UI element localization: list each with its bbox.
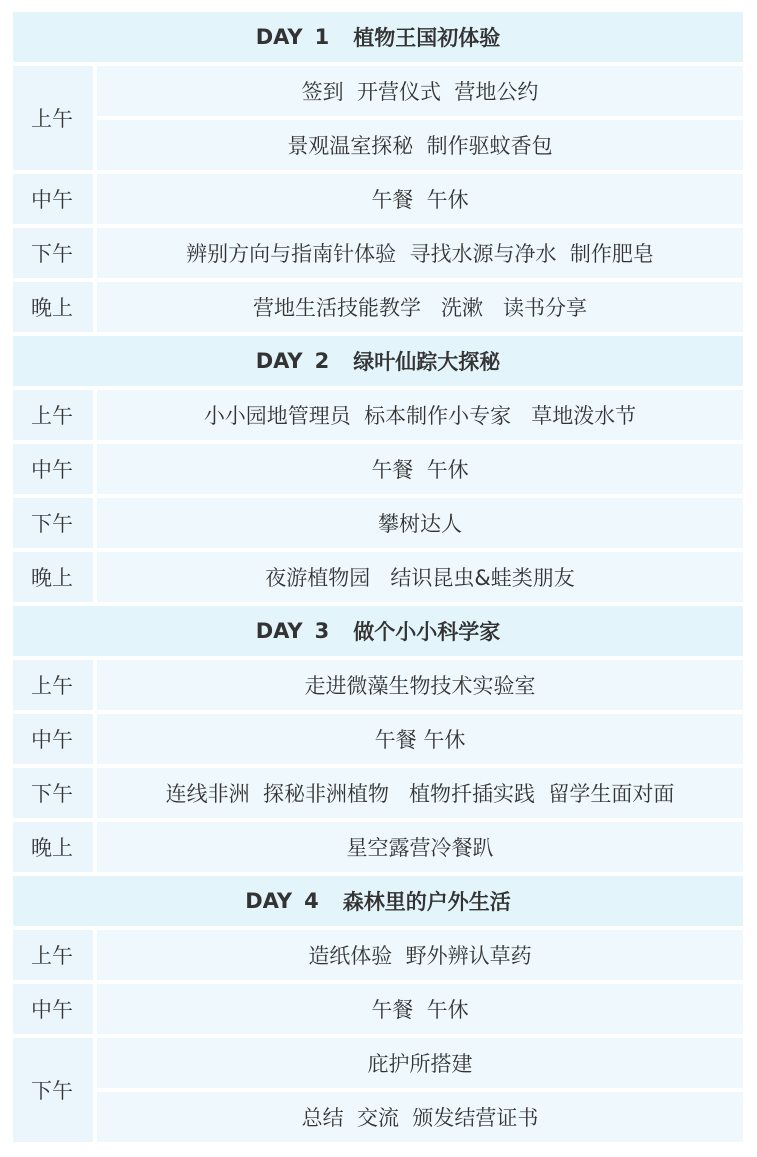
activities-column (97, 930, 743, 980)
day-number: 4 (304, 889, 319, 913)
activities-column (97, 66, 743, 170)
day-label: DAY (255, 619, 303, 643)
day-title: 植物王国初体验 (353, 26, 501, 50)
schedule-row (13, 444, 743, 494)
day-label: DAY (245, 889, 293, 913)
activity-cell: 庇护所搭建 (97, 1038, 743, 1088)
activities-column (97, 822, 743, 872)
time-period-cell: 上午 (13, 390, 93, 440)
schedule-row (13, 930, 743, 980)
day-number: 3 (314, 619, 330, 643)
time-period-cell: 中午 (13, 444, 93, 494)
schedule-row (13, 984, 743, 1034)
activities-column (97, 498, 743, 548)
day-number: 2 (314, 349, 330, 373)
activity-cell: 午餐 午休 (97, 714, 743, 764)
schedule-row (13, 498, 743, 548)
time-period-cell: 晚上 (13, 282, 93, 332)
day-header (13, 12, 743, 62)
day-title: 森林里的户外生活 (342, 890, 511, 914)
time-period-cell: 晚上 (13, 552, 93, 602)
day-title: 绿叶仙踪大探秘 (353, 350, 501, 374)
activity-cell: 攀树达人 (97, 498, 743, 548)
time-period-cell: 下午 (13, 768, 93, 818)
day-header (13, 606, 743, 656)
activity-cell: 午餐 午休 (97, 174, 743, 224)
time-period-cell: 下午 (13, 228, 93, 278)
activity-cell: 夜游植物园 结识昆虫&蛙类朋友 (97, 552, 743, 602)
time-period-cell: 中午 (13, 714, 93, 764)
activities-column (97, 984, 743, 1034)
time-period-cell: 中午 (13, 984, 93, 1034)
day-header (13, 876, 743, 926)
schedule-row (13, 228, 743, 278)
activities-column (97, 1038, 743, 1142)
activity-cell: 午餐 午休 (97, 444, 743, 494)
activity-cell: 小小园地管理员 标本制作小专家 草地泼水节 (97, 390, 743, 440)
schedule-row (13, 552, 743, 602)
schedule-row (13, 822, 743, 872)
activity-cell: 连线非洲 探秘非洲植物 植物扦插实践 留学生面对面 (97, 768, 743, 818)
schedule-row (13, 768, 743, 818)
activities-column (97, 714, 743, 764)
time-period-cell: 上午 (13, 930, 93, 980)
activities-column (97, 768, 743, 818)
activity-cell: 造纸体验 野外辨认草药 (97, 930, 743, 980)
activity-cell: 总结 交流 颁发结营证书 (97, 1092, 743, 1142)
activity-cell: 辨别方向与指南针体验 寻找水源与净水 制作肥皂 (97, 228, 743, 278)
time-period-cell: 中午 (13, 174, 93, 224)
activities-column (97, 174, 743, 224)
time-period-cell: 下午 (13, 498, 93, 548)
schedule-row (13, 660, 743, 710)
schedule-row (13, 714, 743, 764)
day-header (13, 336, 743, 386)
schedule-row (13, 282, 743, 332)
time-period-cell: 下午 (13, 1038, 93, 1142)
schedule-row (13, 1038, 743, 1142)
activity-cell: 营地生活技能教学 洗漱 读书分享 (97, 282, 743, 332)
activities-column (97, 390, 743, 440)
activities-column (97, 660, 743, 710)
schedule-row (13, 174, 743, 224)
activities-column (97, 228, 743, 278)
activity-cell: 星空露营冷餐趴 (97, 822, 743, 872)
day-label: DAY (255, 349, 303, 373)
activity-cell: 签到 开营仪式 营地公约 (97, 66, 743, 116)
activity-cell: 景观温室探秘 制作驱蚊香包 (97, 120, 743, 170)
activity-cell: 午餐 午休 (97, 984, 743, 1034)
activities-column (97, 282, 743, 332)
time-period-cell: 上午 (13, 66, 93, 170)
schedule-row (13, 390, 743, 440)
day-number: 1 (314, 25, 330, 49)
activities-column (97, 552, 743, 602)
time-period-cell: 上午 (13, 660, 93, 710)
schedule-row (13, 66, 743, 170)
day-title: 做个小小科学家 (353, 620, 501, 644)
day-label: DAY (255, 25, 303, 49)
activities-column (97, 444, 743, 494)
activity-cell: 走进微藻生物技术实验室 (97, 660, 743, 710)
camp-schedule-table (13, 12, 743, 1146)
time-period-cell: 晚上 (13, 822, 93, 872)
